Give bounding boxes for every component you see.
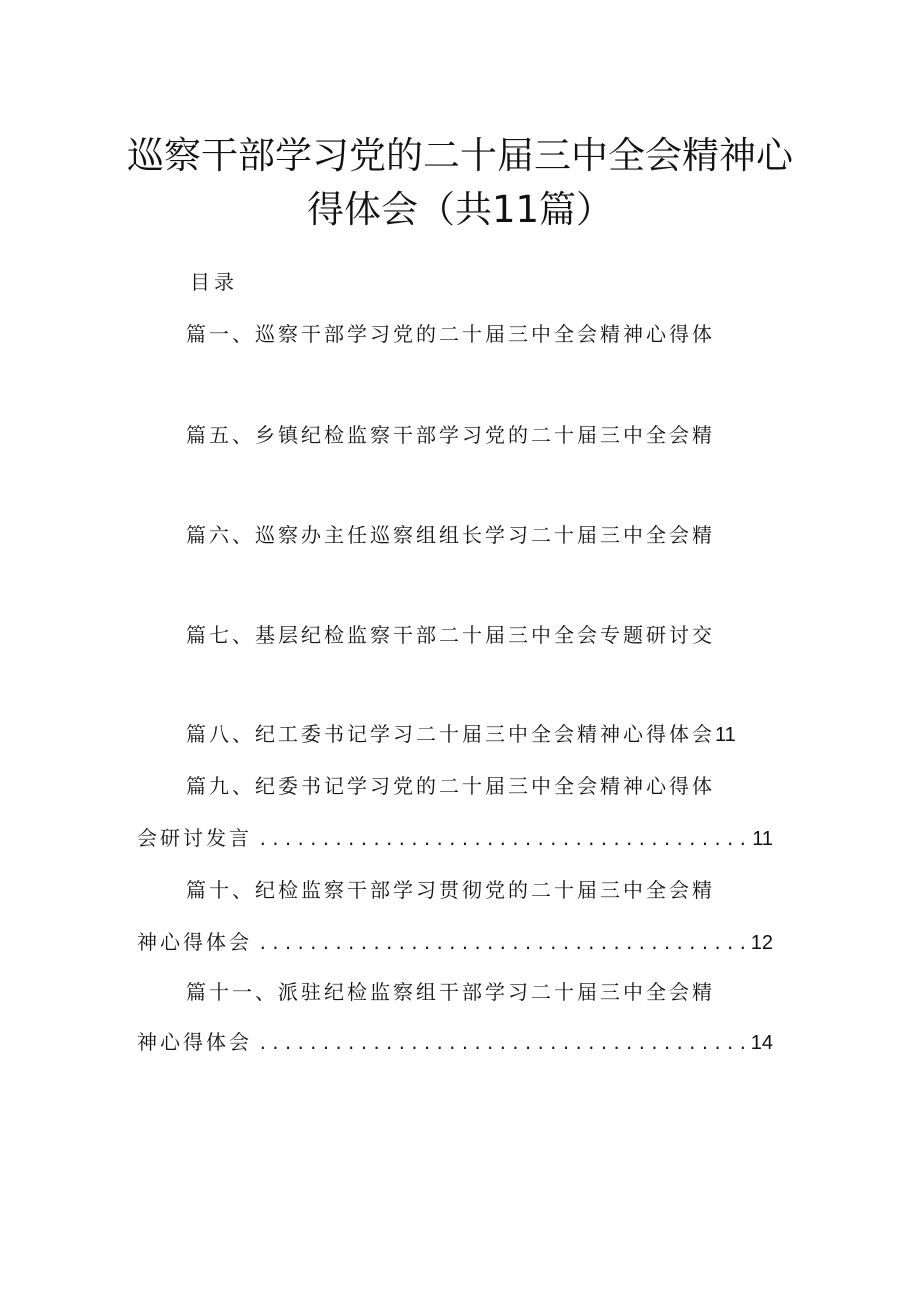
toc-entry-3[interactable]: 篇六、巡察办主任巡察组组长学习二十届三中全会精 bbox=[186, 523, 715, 547]
toc-entry-1[interactable]: 篇一、巡察干部学习党的二十届三中全会精神心得体 bbox=[186, 322, 715, 346]
toc-entry-5-text: 篇八、纪工委书记学习二十届三中全会精神心得体会 bbox=[186, 722, 715, 746]
toc-entry-7-cont-text: 神心得体会 bbox=[137, 930, 252, 954]
toc-entry-6[interactable]: 篇九、纪委书记学习党的二十届三中全会精神心得体 bbox=[186, 774, 715, 798]
toc-entry-2[interactable]: 篇五、乡镇纪检监察干部学习党的二十届三中全会精 bbox=[186, 423, 715, 447]
dot-leader bbox=[258, 930, 745, 958]
toc-entry-5[interactable] bbox=[186, 720, 736, 749]
toc-entry-5-page: 11 bbox=[715, 724, 736, 746]
toc-entry-8-cont-text: 神心得体会 bbox=[137, 1030, 252, 1054]
toc-entry-8[interactable]: 篇十一、派驻纪检监察组干部学习二十届三中全会精 bbox=[186, 980, 715, 1004]
toc-entry-8-page: 14 bbox=[750, 1032, 773, 1054]
toc-heading: 目录 bbox=[190, 270, 238, 294]
dot-leader bbox=[258, 1030, 745, 1058]
document-title-line-2: 得体会（共11篇） bbox=[306, 188, 614, 231]
toc-entry-4[interactable]: 篇七、基层纪检监察干部二十届三中全会专题研讨交 bbox=[186, 623, 715, 647]
toc-entry-7[interactable]: 篇十、纪检监察干部学习贯彻党的二十届三中全会精 bbox=[186, 878, 715, 902]
toc-entry-6-cont-text: 会研讨发言 bbox=[137, 826, 252, 850]
dot-leader bbox=[258, 826, 746, 854]
toc-entry-7-continuation[interactable] bbox=[137, 928, 773, 956]
toc-entry-7-page: 12 bbox=[750, 932, 773, 954]
document-title-line-1: 巡察干部学习党的二十届三中全会精神心 bbox=[127, 134, 793, 177]
toc-entry-6-continuation[interactable] bbox=[137, 824, 773, 852]
toc-entry-6-page: 11 bbox=[752, 828, 773, 850]
toc-entry-8-continuation[interactable] bbox=[137, 1028, 773, 1056]
